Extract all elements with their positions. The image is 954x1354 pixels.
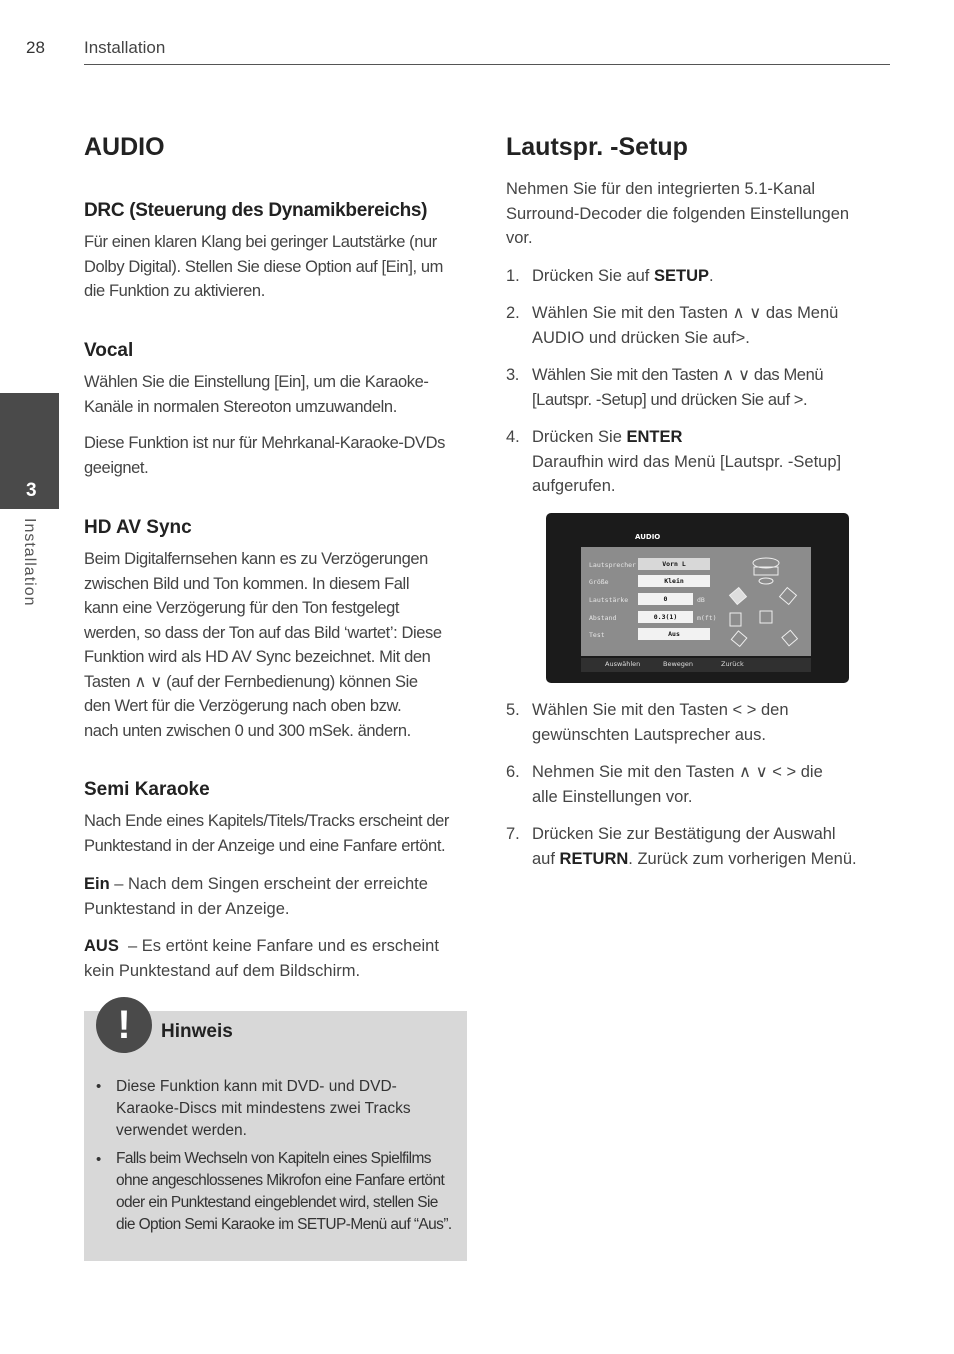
screen-row-value: 0 [638,593,693,605]
screen-title: AUDIO [635,533,661,541]
screen-footer-move: Bewegen [663,660,694,668]
speaker-setup-heading: Lautspr. -Setup [506,133,688,161]
bullet: • [96,1151,102,1168]
vocal-text: Wählen Sie die Einstellung [Ein], um die Karaoke- Kanäle in normalen Stereoton umzuwandeln. Diese Funktion ist nur für Mehrkanal-Karaoke-DVDs geeignet. [84,373,445,477]
note-item: Falls beim Wechseln von Kapiteln eines Spielfilms ohne angeschlossenes Mikrofon eine Fanfare ertönt oder ein Punktestand eingeblendet wird, stellen Sie die Option Semi Karaoke im SETUP-Menü auf “Aus”. [116,1150,452,1233]
semi-aus-text: AUS – Es ertönt keine Fanfare und es erscheint kein Punktestand auf dem Bildschirm. [84,937,439,980]
drc-heading: DRC (Steuerung des Dynamikbereichs) [84,200,428,221]
speaker-setup-intro: Nehmen Sie für den integrierten 5.1-Kanal Surround-Decoder die folgenden Einstellungen vor. [506,180,850,247]
hdav-heading: HD AV Sync [84,517,192,538]
running-header: Installation [84,38,166,57]
semi-karaoke-text: Nach Ende eines Kapitels/Titels/Tracks erscheint der Punktestand in der Anzeige und eine Fanfare ertönt. [84,812,449,855]
chapter-label: Installation [21,518,38,607]
audio-heading: AUDIO [84,133,165,161]
screen-row-unit: m(ft) [697,614,717,622]
screen-panel [581,547,811,656]
screen-footer [581,658,811,672]
screen-row-unit: dB [697,596,705,604]
vocal-heading: Vocal [84,340,134,361]
screen-footer-select: Auswählen [605,660,641,668]
screen-footer-back: Zurück [721,660,744,668]
header-rule [84,64,890,65]
screen-row-label: Abstand [589,614,617,622]
hdav-text: Beim Digitalfernsehen kann es zu Verzögerungen zwischen Bild und Ton kommen. In diesem Fall kann eine Verzögerung für den Ton festgelegt werden, so dass der Ton auf das Bild ‘wartet’: Diese Funktion wird als HD AV Sync bezeichnet. Mit den Tasten ∧ ∨ (auf der Fernbedienung) können Sie den Wert für die Verzögerung nach oben bzw. nach unten zwischen 0 und 300 mSek. ändern. [84,550,442,740]
semi-ein-text: Ein – Nach dem Singen erscheint der erreichte Punktestand in der Anzeige. [84,875,428,918]
screen-row-value: 0.3(1) [638,611,693,623]
page-number: 28 [26,38,45,57]
screen-row-label: Lautsprecher [589,561,636,569]
screen-row-value: Vorn L [638,558,710,570]
screen-row-label: Größe [589,578,609,586]
screen-row-value: Aus [638,628,710,640]
bullet: • [96,1078,102,1095]
note-title: Hinweis [161,1021,233,1042]
chapter-number: 3 [26,480,37,501]
speaker-layout-icon [726,553,808,651]
drc-text: Für einen klaren Klang bei geringer Lautstärke (nur Dolby Digital). Stellen Sie diese Option auf [Ein], um die Funktion zu aktivieren. [84,233,444,300]
semi-karaoke-heading: Semi Karaoke [84,779,210,800]
screen-row-value: Klein [638,575,710,587]
speaker-setup-screenshot [546,513,849,683]
screen-row-label: Test [589,631,605,639]
note-item: Diese Funktion kann mit DVD- und DVD- Karaoke-Discs mit mindestens zwei Tracks verwendet werden. [116,1078,411,1139]
note-box [84,1011,467,1261]
note-exclamation-icon: ! [96,997,152,1053]
screen-row-label: Lautstärke [589,596,629,604]
